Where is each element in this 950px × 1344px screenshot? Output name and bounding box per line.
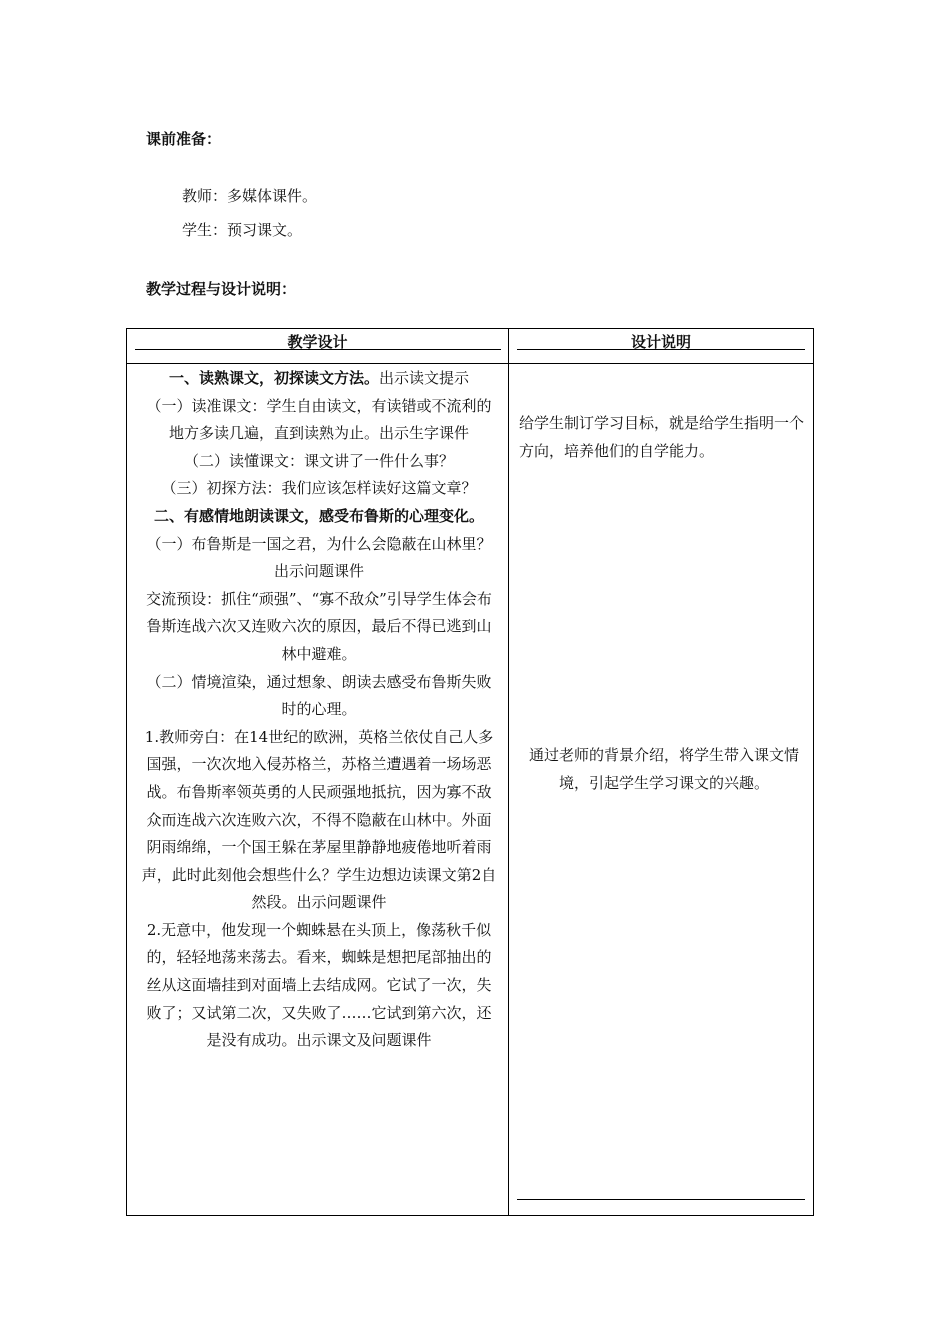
- design-para: （二）读懂课文：课文讲了一件什么事？: [183, 451, 454, 470]
- design-cell: [141, 365, 497, 1055]
- prep-teacher: 教师：多媒体课件。: [182, 187, 318, 205]
- column-divider: [508, 329, 509, 1215]
- design-para: （一）布鲁斯是一国之君，为什么会隐蔽在山林里？出示问题课件: [146, 534, 492, 581]
- col-header-notes: 设计说明: [630, 333, 691, 351]
- design-para: 2.无意中，他发现一个蜘蛛悬在头顶上，像荡秋千似的，轻轻地荡来荡去。看来，蜘蛛是想把尾部抽出的丝从这面墙挂到对面墙上去结成网。它试了一次，失败了；又试第二次，又失败了……它试到第六次，还是没有成功。出示课文及问题课件: [146, 920, 492, 1050]
- design-para: 交流预设：抓住“顽强”、“寡不敌众”引导学生体会布鲁斯连战六次又连败六次的原因，最后不得已逃到山林中避难。: [146, 589, 492, 663]
- design-para: 一、读熟课文，初探读文方法。出示读文提示: [168, 369, 470, 387]
- header-divider: [127, 363, 813, 364]
- col-header-design: 教学设计: [287, 333, 348, 351]
- prep-student: 学生：预习课文。: [182, 221, 303, 239]
- lesson-table: [126, 328, 814, 1216]
- design-para: （三）初探方法：我们应该怎样读好这篇文章？: [161, 479, 477, 498]
- design-note-2: 通过老师的背景介绍，将学生带入课文情境，引起学生学习课文的兴趣。: [528, 746, 799, 792]
- bottom-rule-left: [135, 1215, 499, 1216]
- design-para: （一）读准课文：学生自由读文，有读错或不流利的地方多读几遍，直到读熟为止。出示生字课件: [146, 396, 492, 443]
- prep-heading: 课前准备：: [146, 130, 222, 148]
- bottom-rule-right: [517, 1199, 805, 1200]
- design-para: 1.教师旁白：在14世纪的欧洲，英格兰依仗自己人多国强，一次次地入侵苏格兰，苏格兰遭遇着一场场恶战。布鲁斯率领英勇的人民顽强地抵抗，因为寡不敌众而连战六次连败六次，不得不隐蔽在山林中。外面阴雨绵绵，一个国王躲在茅屋里静静地疲倦地听着雨声，此时此刻他会想些什么？学生边想边读课文第2自然段。出示问题课件: [141, 727, 497, 912]
- design-note-1: 给学生制订学习目标，就是给学生指明一个方向，培养他们的自学能力。: [519, 414, 805, 460]
- process-heading: 教学过程与设计说明：: [146, 280, 297, 298]
- design-section-heading: 二、有感情地朗读课文，感受布鲁斯的心理变化。: [153, 506, 484, 525]
- design-para: （二）情境渲染，通过想象、朗读去感受布鲁斯失败时的心理。: [146, 672, 492, 719]
